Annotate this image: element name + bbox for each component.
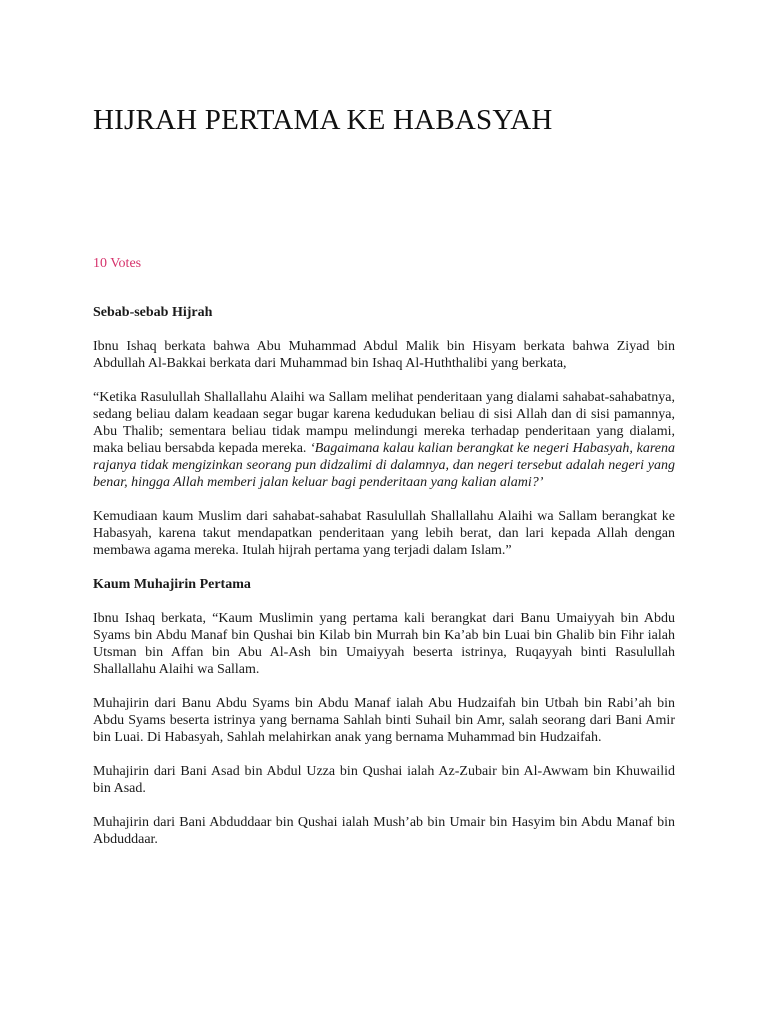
paragraph: Muhajirin dari Banu Abdu Syams bin Abdu Manaf ialah Abu Hudzaifah bin Utbah bin Rabi’ah bin Abdu Syams beserta istrinya yang bernama Sahlah binti Suhail bin Amr, salah seorang dari Bani Amir bin Luai. Di Habasyah, Sahlah melahirkan anak yang bernama Muhammad bin Hudzaifah. — [93, 696, 675, 745]
paragraph-with-quote — [93, 389, 675, 491]
section-heading-sebab: Sebab-sebab Hijrah — [93, 305, 213, 320]
italic-quote: ‘Bagaimana kalau kalian berangkat ke negeri Habasyah, karena rajanya tidak mengizinkan seorang pun didzalimi di dalamnya, dan negeri tersebut adalah negeri yang benar, hingga Allah memberi jalan keluar bagi penderitaan yang kalian alami?’ — [93, 441, 675, 490]
paragraph-text: “Ketika Rasulullah Shallallahu Alaihi wa Sallam melihat penderitaan yang dialami sahabat-sahabatnya, sedang beliau dalam keadaan segar bugar karena kedudukan beliau di sisi Allah dan di sisi pamannya, Abu Thalib; sementara beliau tidak mampu melindungi mereka terhadap penderitaan yang dialami, maka beliau bersabda kepada mereka. — [93, 390, 675, 456]
paragraph: Muhajirin dari Bani Abduddaar bin Qushai ialah Mush’ab bin Umair bin Hasyim bin Abdu Manaf bin Abduddaar. — [93, 815, 675, 847]
paragraph: Ibnu Ishaq berkata bahwa Abu Muhammad Abdul Malik bin Hisyam berkata bahwa Ziyad bin Abdullah Al-Bakkai berkata dari Muhammad bin Ishaq Al-Huththalibi yang berkata, — [93, 339, 675, 371]
paragraph: Ibnu Ishaq berkata, “Kaum Muslimin yang pertama kali berangkat dari Banu Umaiyyah bin Abdu Syams bin Abdu Manaf bin Qushai bin Kilab bin Murrah bin Ka’ab bin Luai bin Ghalib bin Fihr ialah Utsman bin Affan bin Abu Al-Ash bin Umaiyyah beserta istrinya, Ruqayyah binti Rasulullah Shallallahu Alaihi wa Sallam. — [93, 611, 675, 677]
section-heading-kaum: Kaum Muhajirin Pertama — [93, 577, 251, 592]
page-title: HIJRAH PERTAMA KE HABASYAH — [93, 104, 553, 136]
paragraph: Muhajirin dari Bani Asad bin Abdul Uzza bin Qushai ialah Az-Zubair bin Al-Awwam bin Khuwailid bin Asad. — [93, 764, 675, 796]
paragraph: Kemudiaan kaum Muslim dari sahabat-sahabat Rasulullah Shallallahu Alaihi wa Sallam berangkat ke Habasyah, karena takut mendapatkan penderitaan yang lebih berat, dan lari kepada Allah dengan membawa agama mereka. Itulah hijrah pertama yang terjadi dalam Islam.” — [93, 509, 675, 558]
votes-count[interactable]: 10 Votes — [93, 256, 142, 271]
article-body — [93, 304, 675, 865]
